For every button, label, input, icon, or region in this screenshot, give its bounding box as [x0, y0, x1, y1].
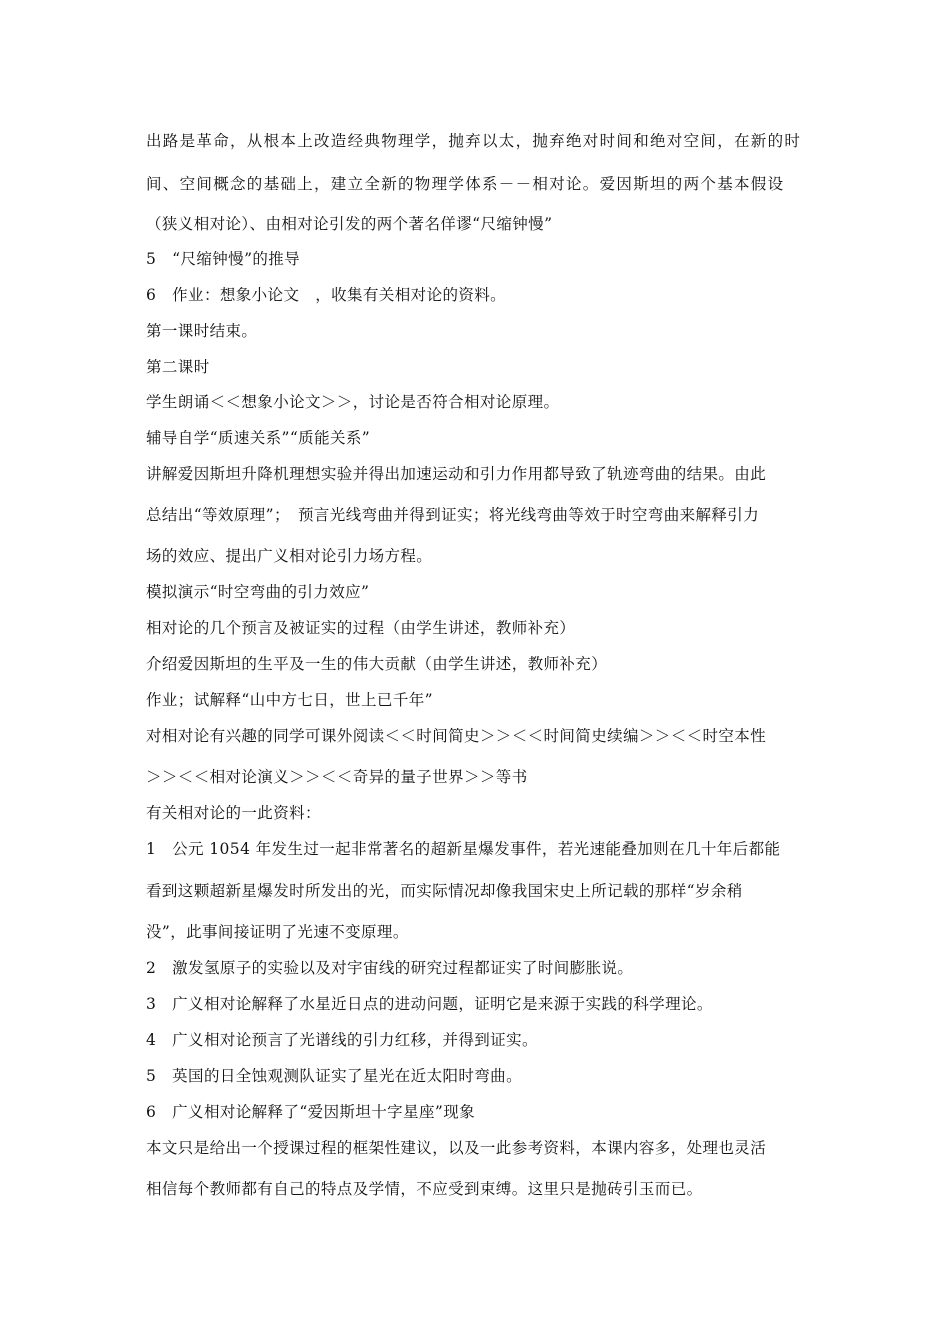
list-item: 1 公元 1054 年发生过一起非常著名的超新星爆发事件，若光速能叠加则在几十年后都能 — [146, 840, 781, 858]
paragraph-line: 看到这颗超新星爆发时所发出的光，而实际情况却像我国宋史上所记载的那样“岁余稍 — [146, 882, 743, 900]
paragraph-line: 有关相对论的一此资料： — [146, 804, 321, 822]
paragraph-line: 相信每个教师都有自己的特点及学情，不应受到束缚。这里只是抛砖引玉而已。 — [146, 1180, 703, 1198]
paragraph-line: （狭义相对论）、由相对论引发的两个著名佯谬“尺缩钟慢” — [146, 215, 553, 233]
paragraph-line: 没”，此事间接证明了光速不变原理。 — [146, 923, 409, 941]
list-item: 4 广义相对论预言了光谱线的引力红移，并得到证实。 — [146, 1031, 538, 1049]
paragraph-line: 学生朗诵＜＜想象小论文＞＞，讨论是否符合相对论原理。 — [146, 393, 560, 411]
paragraph-line: 总结出“等效原理”； 预言光线弯曲并得到证实；将光线弯曲等效于时空弯曲来解释引力 — [146, 506, 760, 524]
section-heading: 第二课时 — [146, 358, 210, 376]
list-item: 2 激发氢原子的实验以及对宇宙线的研究过程都证实了时间膨胀说。 — [146, 959, 634, 977]
paragraph-line: 讲解爱因斯坦升降机理想实验并得出加速运动和引力作用都导致了轨迹弯曲的结果。由此 — [146, 465, 767, 483]
paragraph-line: 出路是革命，从根本上改造经典物理学，抛弃以太，抛弃绝对时间和绝对空间，在新的时 — [146, 132, 802, 150]
list-item: 6 作业：想象小论文 ，收集有关相对论的资料。 — [146, 286, 507, 304]
list-item: 5 英国的日全蚀观测队证实了星光在近太阳时弯曲。 — [146, 1067, 522, 1085]
paragraph-line: 模拟演示“时空弯曲的引力效应” — [146, 583, 370, 601]
paragraph-line: 第一课时结束。 — [146, 322, 258, 340]
paragraph-line: 场的效应、提出广义相对论引力场方程。 — [146, 547, 433, 565]
list-item: 5 “尺缩钟慢”的推导 — [146, 250, 301, 268]
paragraph-line: ＞＞＜＜相对论演义＞＞＜＜奇异的量子世界＞＞等书 — [146, 768, 528, 786]
paragraph-line: 辅导自学“质速关系”“质能关系” — [146, 429, 371, 447]
paragraph-line: 对相对论有兴趣的同学可课外阅读＜＜时间简史＞＞＜＜时间简史续编＞＞＜＜时空本性 — [146, 727, 767, 745]
paragraph-line: 间、空间概念的基础上，建立全新的物理学体系－－相对论。爱因斯坦的两个基本假设 — [146, 175, 785, 193]
paragraph-line: 本文只是给出一个授课过程的框架性建议，以及一此参考资料，本课内容多，处理也灵活 — [146, 1139, 767, 1157]
paragraph-line: 介绍爱因斯坦的生平及一生的伟大贡献（由学生讲述，教师补充） — [146, 655, 608, 673]
list-item: 3 广义相对论解释了水星近日点的进动问题，证明它是来源于实践的科学理论。 — [146, 995, 713, 1013]
paragraph-line: 作业；试解释“山中方七日，世上已千年” — [146, 691, 433, 709]
list-item: 6 广义相对论解释了“爱因斯坦十字星座”现象 — [146, 1103, 476, 1121]
paragraph-line: 相对论的几个预言及被证实的过程（由学生讲述，教师补充） — [146, 619, 576, 637]
